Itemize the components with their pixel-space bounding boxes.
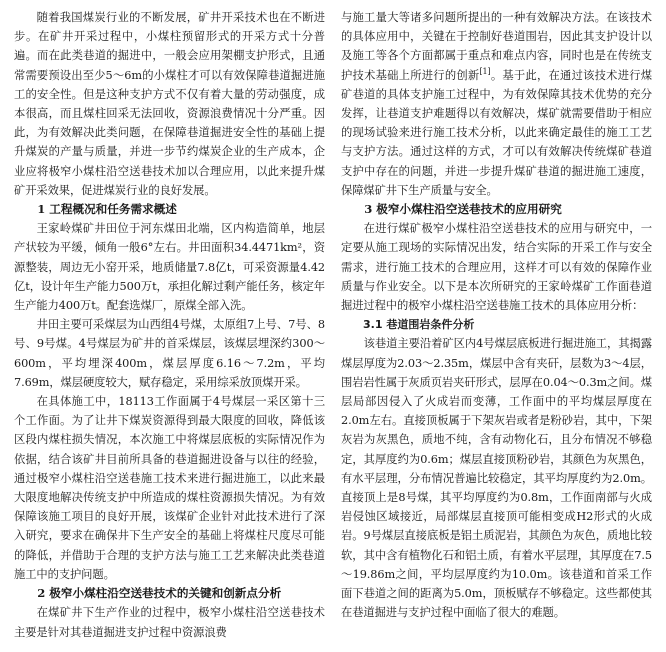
section-2-text-after-ref: 。基于此，在通过该技术进行煤矿巷道的具体支护施工过程中，为有效保障其技术优势的充分发挥，让巷道支护难题得以有效解决，煤矿就需要借助于相应的现场试验来进行施工技术分析，以此来确定最佳的施工工艺与支护方法。通过这样的方式，才可以有效解决传统煤矿巷道支护中存在的问题，并进一步提升煤矿巷道的掘进施工速度，保障煤矿井下生产质量与安全。 bbox=[341, 68, 652, 197]
section-2-heading: 2 极窄小煤柱沿空送巷技术的关键和创新点分析 bbox=[37, 586, 282, 601]
left-column bbox=[14, 8, 325, 652]
section-2-paragraph-1: 在煤矿井下生产作业的过程中，极窄小煤柱沿空送巷技术主要是针对其巷道掘进支护过程中资源浪费 bbox=[14, 606, 325, 639]
section-2-text-before-ref: 与施工量大等诸多问题所提出的一种有效解决方法。在该技术的具体应用中，关键在于控制好巷道围岩，因此其支护设计以及施工等各个方面都属于重点和难点内容，同时也是在传统支护技术基础上所进行的创新 bbox=[341, 11, 652, 82]
section-2-paragraph-continued bbox=[341, 8, 652, 200]
section-1-heading: 1 工程概况和任务需求概述 bbox=[37, 202, 177, 217]
intro-paragraph: 随着我国煤炭行业的不断发展，矿井开采技术也在不断进步。在矿井开采过程中，小煤柱预留形式的开采方式十分普遍。而在此类巷道的掘进中，一般会应用架棚支护形式，且通常需要预设出至少5～6m的小煤柱才可以有效保障巷道掘进施工的安全性。但是这种支护方式不仅有着大量的劳动强度，成本很高，而且煤柱回采无法回收，资源浪费情况十分严重。因此，为有效解决此类问题，在保障巷道掘进安全性的基础上提升煤炭的产量与质量，并进一步节约煤炭企业的生产成本，企业应将极窄小煤柱沿空送巷技术加以合理应用，以此来提升煤矿开采效果，促进煤炭行业的良好发展。 bbox=[14, 11, 325, 197]
section-3-1-heading: 3.1 巷道围岩条件分析 bbox=[363, 318, 475, 332]
section-1-paragraph-3: 在具体施工中，18113工作面属于4号煤层一采区第十三个工作面。为了让井下煤炭资源得到最大限度的回收，降低该区段内煤柱损失情况，本次施工中将煤层底板的实际情况作为依据，结合该矿井目前所具备的巷道掘进设备与以往的经验，通过极窄小煤柱沿空送巷施工技术来进行掘进施工，以此来最大限度地解决传统支护中所造成的煤柱资源损失情况。为有效保障该施工项目的良好开展，该煤矿企业针对此技术进行了深入研究，要求在确保井下生产安全的基础上将煤柱尺度尽可能的降低，并借助于合理的支护方法与施工工艺来解决此类巷道施工中的支护问题。 bbox=[14, 395, 325, 581]
section-3-paragraph-1: 在进行煤矿极窄小煤柱沿空送巷技术的应用与研究中，一定要从施工现场的实际情况出发，结合实际的开采工作与安全需求，进行施工技术的合理应用，这样才可以有效的保障作业质量与作业安全。以下是本次所研究的王家岭煤矿工作面巷道掘进过程中的极窄小煤柱沿空送巷施工技术的具体应用分析： bbox=[341, 222, 652, 313]
section-3-heading: 3 极窄小煤柱沿空送巷技术的应用研究 bbox=[364, 202, 562, 217]
citation-ref[interactable]: [1] bbox=[479, 66, 491, 76]
right-column bbox=[341, 8, 652, 652]
section-3-1-paragraph: 该巷道主要沿着矿区内4号煤层底板进行掘进施工，其揭露煤层厚度为2.03～2.35m，煤层中含有夹矸，层数为3～4层，围岩岩性属于灰质页岩夹矸形式，层厚在0.04～0.3m之间。煤层局部因侵入了火成岩而变薄，工作面中的平均煤层厚度在2.0m左右。直接顶板属于下架灰岩或者是粉砂岩，其中，下架灰岩为灰黑色，质地不纯，含有动物化石，且分布情况不够稳定，其厚度约为0.6m；煤层直接顶粉砂岩，其颜色为灰黑色，有水平层理，分布情况普遍比较稳定，其平均厚度约为2.0m。直接顶上是8号煤，其平均厚度约为0.8m，工作面南部与火成岩侵蚀区域接近，局部煤层直接顶可能相变成H2形式的火成岩。9号煤层直接底板是铝土质泥岩，其颜色为灰色，质地比较软，其中含有植物化石和铝土质，有着水平层理，其厚度在7.5～19.86m之间，平均层厚度约为10.0m。该巷道和首采工作面下巷道之间的距离为5.0m，顶板赋存不够稳定。这些都使其在巷道掘进与支护过程中面临了很大的难题。 bbox=[341, 337, 652, 620]
section-1-paragraph-2: 井田主要可采煤层为山西组4号煤，太原组7上号、7号、8号、9号煤。4号煤层为矿井的首采煤层，该煤层埋深约300～600m，平均埋深400m，煤层厚度6.16～7.2m，平均7.69m，煤层硬度较大，赋存稳定，采用综采放顶煤开采。 bbox=[14, 318, 325, 389]
section-1-paragraph-1: 王家岭煤矿井田位于河东煤田北端，区内构造简单，地层产状较为平缓，倾角一般6°左右。井田面积34.4471km²，资源整装，周边无小窑开采，地质储量7.8亿t，可采资源量4.42亿t，设计年生产能力500万t，承担化解过剩产能任务，核定年生产能力400万t。配套选煤厂，原煤全部入洗。 bbox=[14, 222, 325, 313]
